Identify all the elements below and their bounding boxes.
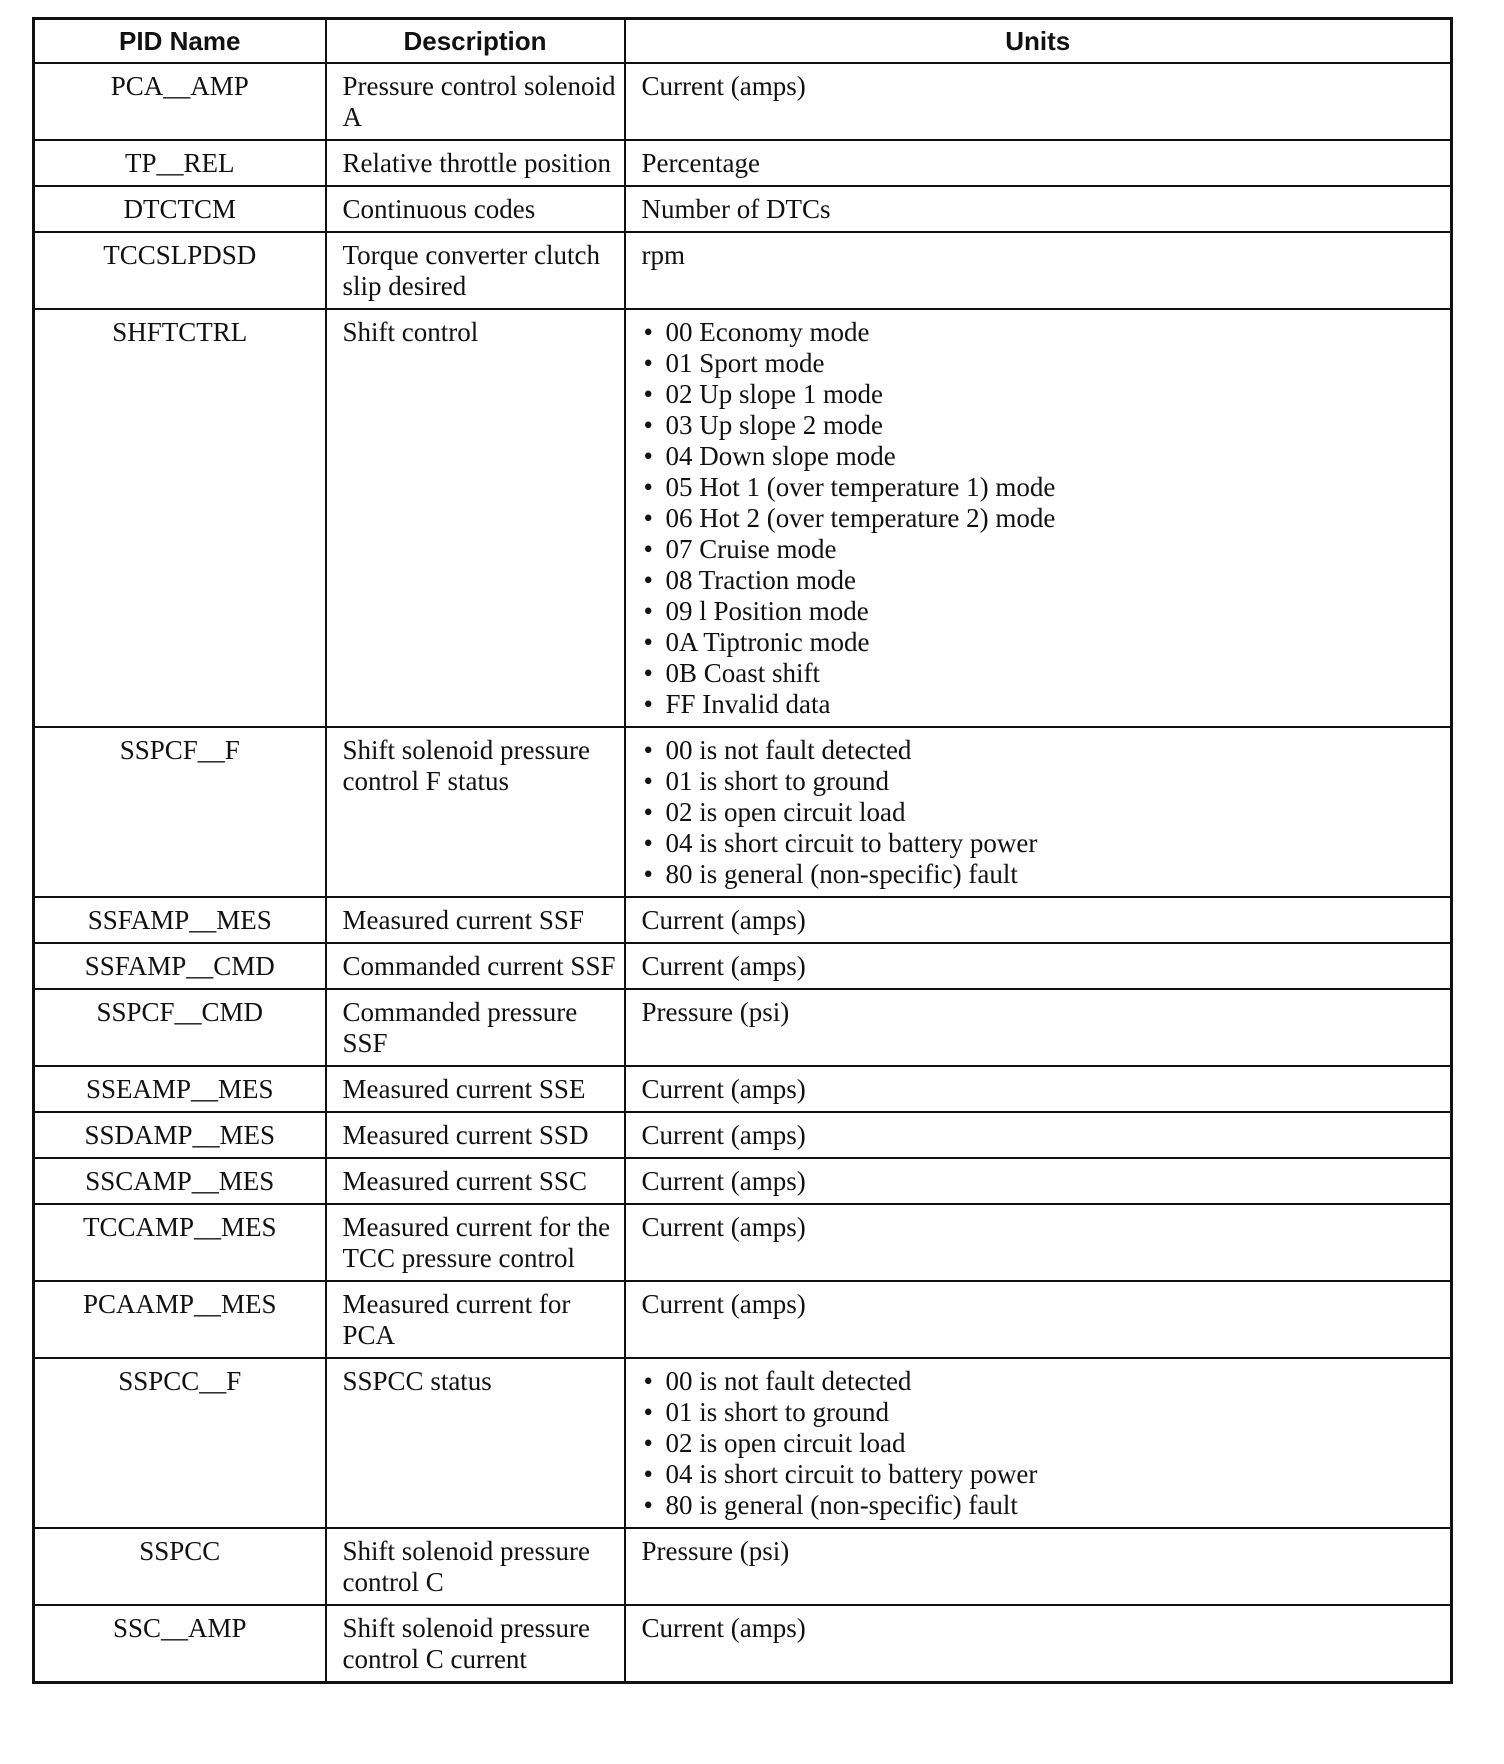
units-list-cell <box>625 309 1452 727</box>
list-item: • 01 is short to ground <box>642 766 1443 797</box>
units-list-cell <box>625 727 1452 897</box>
table-row <box>34 140 1452 186</box>
pid-name-cell: SSC__AMP <box>34 1605 326 1683</box>
list-item: • 08 Traction mode <box>642 565 1443 596</box>
units-cell: Current (amps) <box>625 897 1452 943</box>
description-cell: Shift solenoid pressure control C <box>326 1528 625 1605</box>
pid-name-cell: SSPCF__CMD <box>34 989 326 1066</box>
table-row <box>34 727 1452 897</box>
pid-name-cell: TCCSLPDSD <box>34 232 326 309</box>
table-row <box>34 1158 1452 1204</box>
list-item: • 04 is short circuit to battery power <box>642 828 1443 859</box>
units-bullet-list <box>642 1366 1443 1521</box>
list-item: • 80 is general (non-specific) fault <box>642 859 1443 890</box>
header-row <box>34 19 1452 64</box>
pid-name-cell: TP__REL <box>34 140 326 186</box>
units-cell: Current (amps) <box>625 943 1452 989</box>
table-row <box>34 232 1452 309</box>
table-row <box>34 1281 1452 1358</box>
list-item: • 0B Coast shift <box>642 658 1443 689</box>
units-cell: Current (amps) <box>625 1066 1452 1112</box>
units-cell: Current (amps) <box>625 63 1452 140</box>
table-row <box>34 1528 1452 1605</box>
units-list-cell <box>625 1358 1452 1528</box>
description-cell: SSPCC status <box>326 1358 625 1528</box>
list-item: • 04 Down slope mode <box>642 441 1443 472</box>
table-row <box>34 63 1452 140</box>
table-row <box>34 989 1452 1066</box>
description-cell: Commanded current SSF <box>326 943 625 989</box>
description-cell: Pressure control solenoid A <box>326 63 625 140</box>
units-cell: Pressure (psi) <box>625 1528 1452 1605</box>
list-item: • 02 is open circuit load <box>642 797 1443 828</box>
description-cell: Measured current SSC <box>326 1158 625 1204</box>
table-row <box>34 1066 1452 1112</box>
units-cell: Number of DTCs <box>625 186 1452 232</box>
header-pid-name: PID Name <box>34 19 326 64</box>
list-item: • 03 Up slope 2 mode <box>642 410 1443 441</box>
description-cell: Shift solenoid pressure control C current <box>326 1605 625 1683</box>
description-cell: Measured current SSE <box>326 1066 625 1112</box>
description-cell: Continuous codes <box>326 186 625 232</box>
table-row <box>34 943 1452 989</box>
description-cell: Shift solenoid pressure control F status <box>326 727 625 897</box>
description-cell: Relative throttle position <box>326 140 625 186</box>
pid-name-cell: SSFAMP__CMD <box>34 943 326 989</box>
table-body <box>34 63 1452 1683</box>
table-row <box>34 309 1452 727</box>
list-item: • 00 is not fault detected <box>642 735 1443 766</box>
table-row <box>34 1605 1452 1683</box>
description-cell: Measured current for the TCC pressure control <box>326 1204 625 1281</box>
description-cell: Shift control <box>326 309 625 727</box>
list-item: • 80 is general (non-specific) fault <box>642 1490 1443 1521</box>
list-item: • 04 is short circuit to battery power <box>642 1459 1443 1490</box>
table-row <box>34 1112 1452 1158</box>
list-item: • 01 is short to ground <box>642 1397 1443 1428</box>
description-cell: Torque converter clutch slip desired <box>326 232 625 309</box>
list-item: • 00 is not fault detected <box>642 1366 1443 1397</box>
pid-name-cell: PCAAMP__MES <box>34 1281 326 1358</box>
pid-name-cell: SSCAMP__MES <box>34 1158 326 1204</box>
units-cell: Pressure (psi) <box>625 989 1452 1066</box>
pid-name-cell: SSFAMP__MES <box>34 897 326 943</box>
pid-name-cell: SSPCF__F <box>34 727 326 897</box>
pid-table <box>32 17 1453 1684</box>
pid-name-cell: SSPCC__F <box>34 1358 326 1528</box>
units-cell: Current (amps) <box>625 1158 1452 1204</box>
pid-name-cell: SSDAMP__MES <box>34 1112 326 1158</box>
pid-name-cell: SSPCC <box>34 1528 326 1605</box>
list-item: • 05 Hot 1 (over temperature 1) mode <box>642 472 1443 503</box>
list-item: • 01 Sport mode <box>642 348 1443 379</box>
description-cell: Measured current SSF <box>326 897 625 943</box>
pid-name-cell: SHFTCTRL <box>34 309 326 727</box>
units-cell: Current (amps) <box>625 1204 1452 1281</box>
list-item: • 09 l Position mode <box>642 596 1443 627</box>
pid-name-cell: SSEAMP__MES <box>34 1066 326 1112</box>
list-item: • 02 Up slope 1 mode <box>642 379 1443 410</box>
header-description: Description <box>326 19 625 64</box>
pid-name-cell: PCA__AMP <box>34 63 326 140</box>
units-bullet-list <box>642 317 1443 720</box>
units-cell: Current (amps) <box>625 1281 1452 1358</box>
table-row <box>34 1204 1452 1281</box>
list-item: • 02 is open circuit load <box>642 1428 1443 1459</box>
units-cell: Current (amps) <box>625 1112 1452 1158</box>
table-row <box>34 1358 1452 1528</box>
units-cell: Current (amps) <box>625 1605 1452 1683</box>
list-item: • 00 Economy mode <box>642 317 1443 348</box>
list-item: • 07 Cruise mode <box>642 534 1443 565</box>
pid-name-cell: DTCTCM <box>34 186 326 232</box>
list-item: • 0A Tiptronic mode <box>642 627 1443 658</box>
list-item: • FF Invalid data <box>642 689 1443 720</box>
pid-name-cell: TCCAMP__MES <box>34 1204 326 1281</box>
units-cell: Percentage <box>625 140 1452 186</box>
units-cell: rpm <box>625 232 1452 309</box>
table-row <box>34 897 1452 943</box>
list-item: • 06 Hot 2 (over temperature 2) mode <box>642 503 1443 534</box>
description-cell: Commanded pressure SSF <box>326 989 625 1066</box>
units-bullet-list <box>642 735 1443 890</box>
description-cell: Measured current for PCA <box>326 1281 625 1358</box>
description-cell: Measured current SSD <box>326 1112 625 1158</box>
table-row <box>34 186 1452 232</box>
header-units: Units <box>625 19 1452 64</box>
